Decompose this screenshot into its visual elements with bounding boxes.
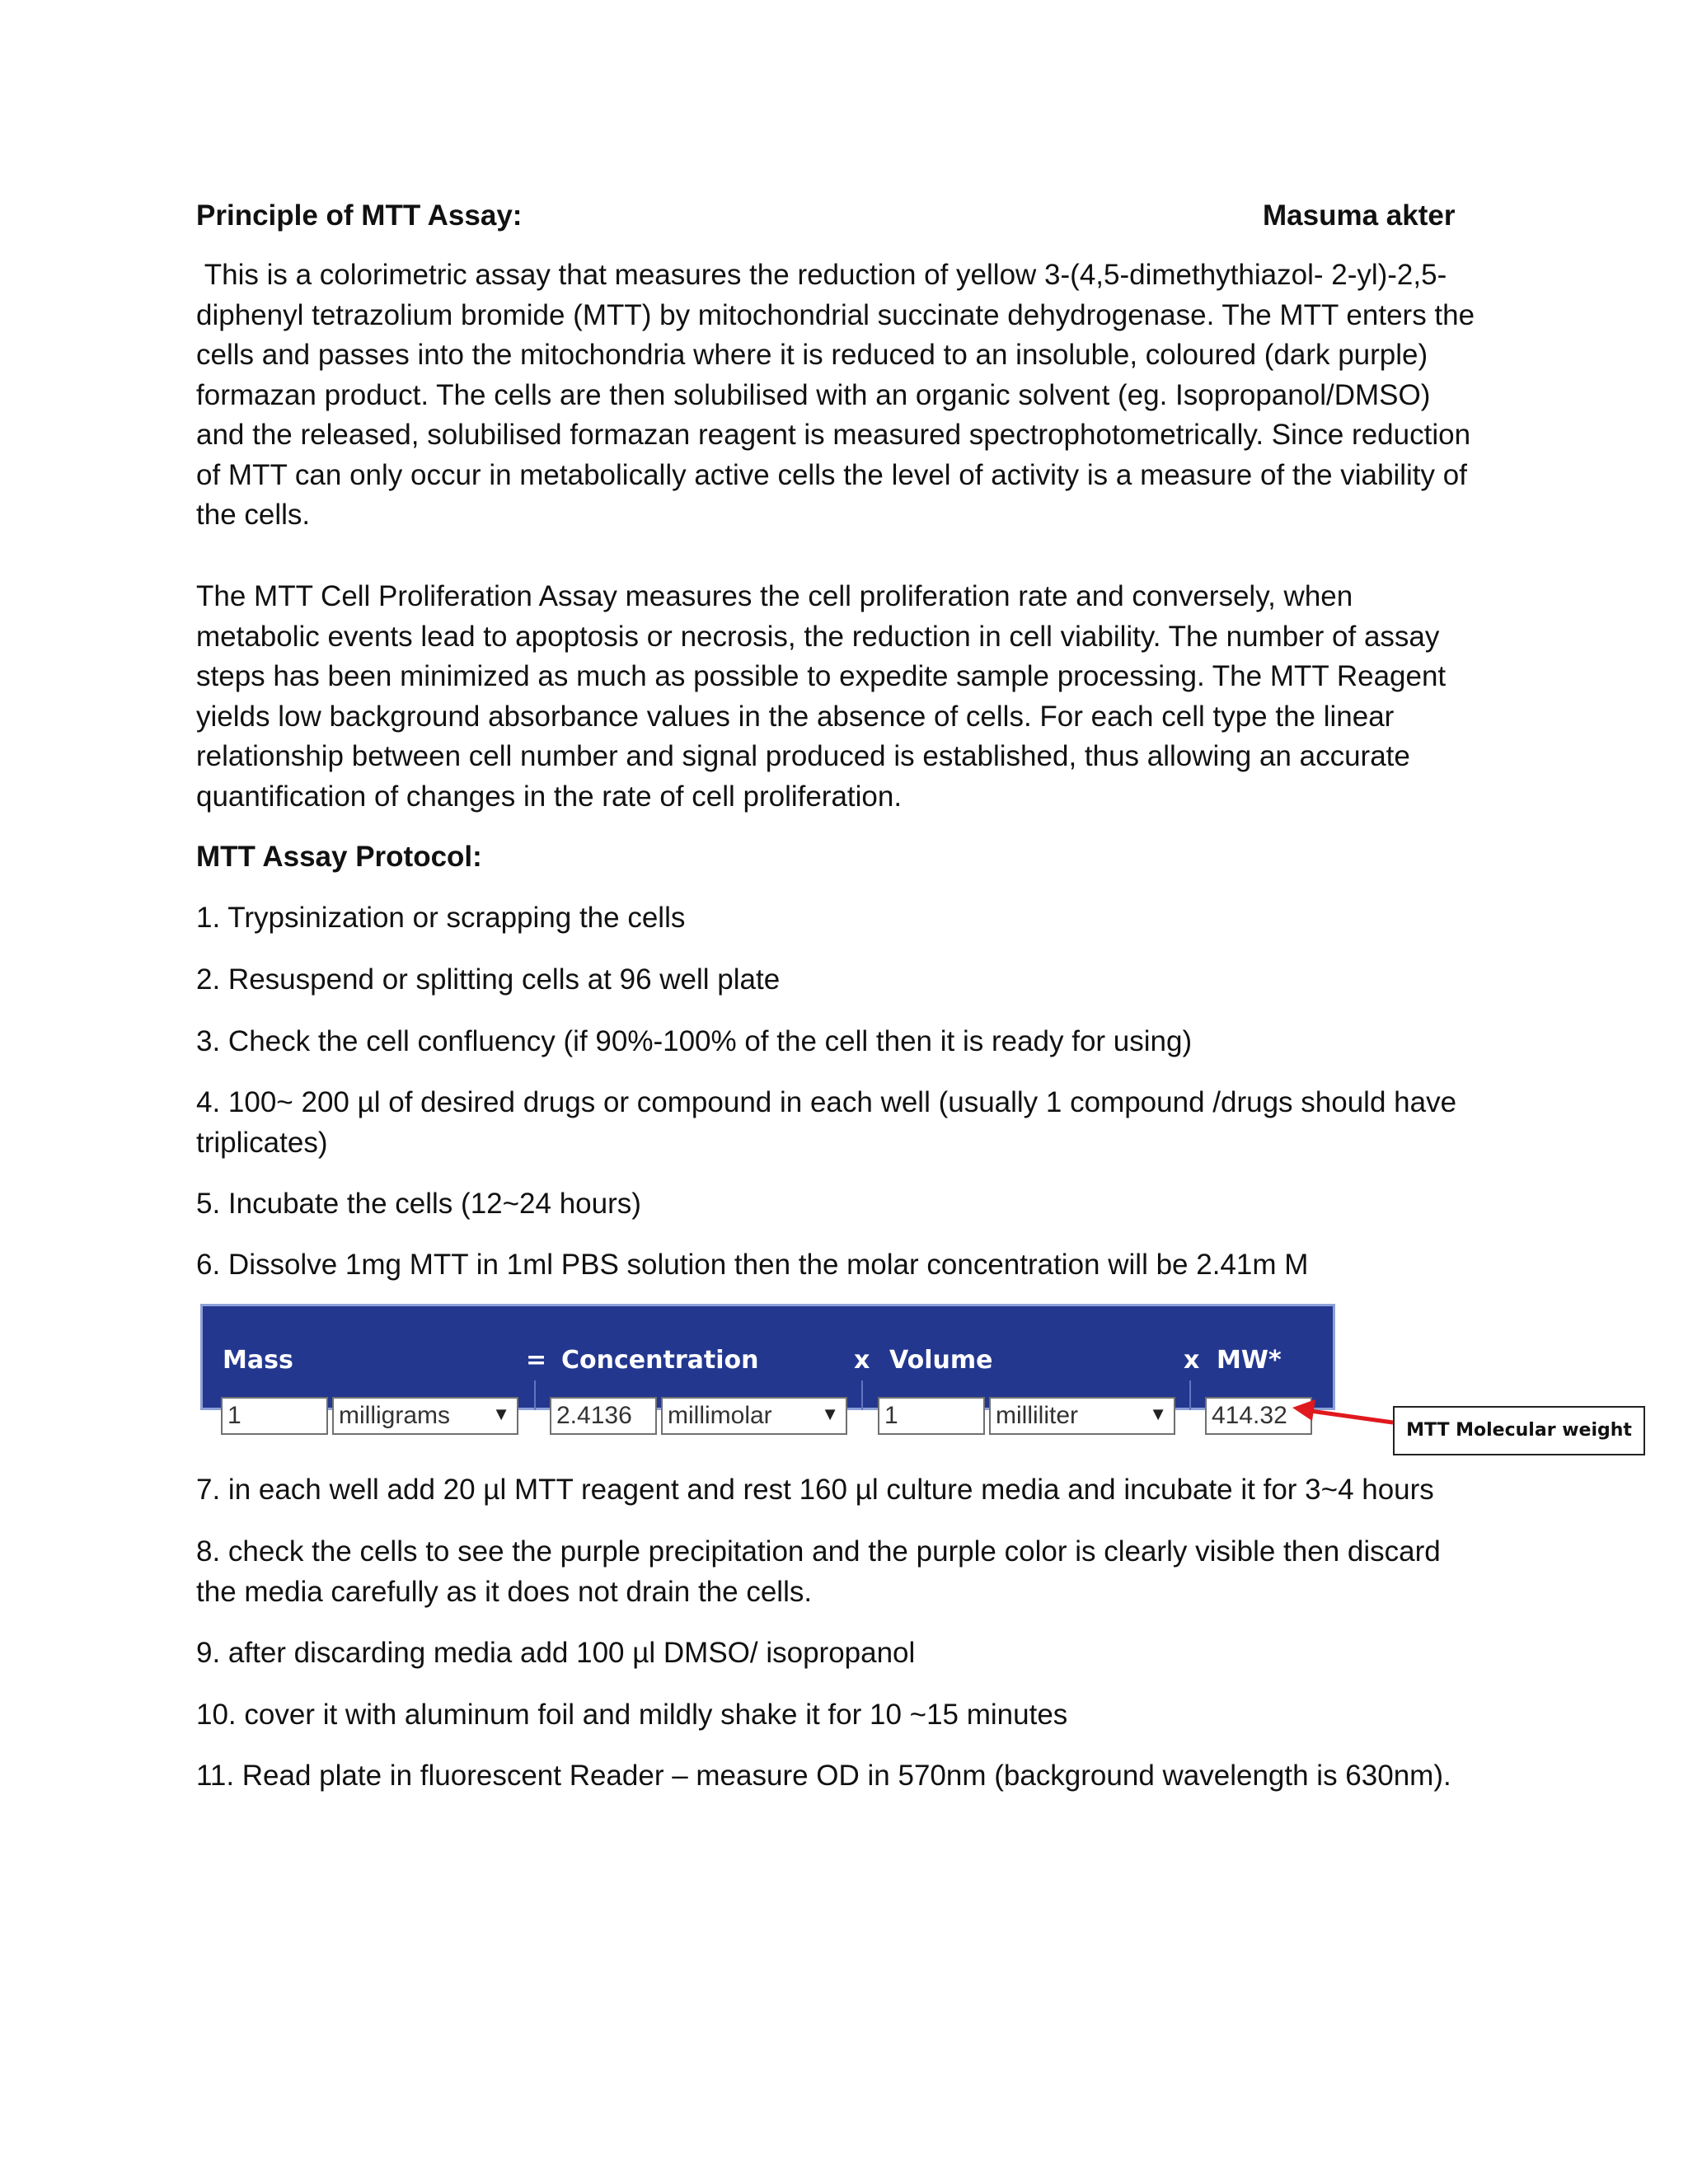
paragraph-principle: This is a colorimetric assay that measures the reduction of yellow 3-(4,5-dimethythiazol- 2-yl)-2,5-diphenyl tetrazolium bromide (MTT) by mitochondrial succinate dehydrogenase. The MTT enters the cells and passes into the mitochondria where it is reduced to an insoluble, coloured (dark purple) formazan product. The cells are then solubilised with an organic solvent (eg. Isopropanol/DMSO) and the released, solubilised formazan reagent is measured spectrophotometrically. Since reduction of MTT can only occur in metabolically active cells the level of activity is a measure of the viability of the cells. [196, 259, 1483, 531]
mw-label: MW* [1217, 1346, 1282, 1375]
protocol-step: 2. Resuspend or splitting cells at 96 well plate [196, 963, 781, 996]
author-name: Masuma akter [1263, 199, 1456, 232]
protocol-step: 8. check the cells to see the purple precipitation and the purple color is clearly visible then discard the media carefully as it does not drain the cells. [196, 1535, 1441, 1608]
annotation-arrow-icon [1286, 1393, 1401, 1442]
multiply-symbol: x [1184, 1346, 1200, 1375]
protocol-step: 3. Check the cell confluency (if 90%-100% of the cell then it is ready for using) [196, 1025, 1193, 1057]
volume-input[interactable]: 1 [878, 1397, 985, 1435]
mass-unit-value: milligrams [339, 1402, 450, 1429]
chevron-down-icon: ▼ [821, 1404, 839, 1424]
mass-unit-select[interactable] [332, 1397, 518, 1435]
protocol-step: 11. Read plate in fluorescent Reader – measure OD in 570nm (background wavelength is 630nm). [196, 1760, 1451, 1792]
column-divider [861, 1380, 863, 1410]
concentration-unit-value: millimolar [668, 1402, 772, 1429]
protocol-step: 5. Incubate the cells (12~24 hours) [196, 1188, 641, 1220]
protocol-heading: MTT Assay Protocol: [196, 841, 482, 873]
chevron-down-icon: ▼ [492, 1404, 510, 1424]
molarity-calculator [200, 1304, 1335, 1410]
column-divider [534, 1380, 536, 1410]
volume-unit-select[interactable] [989, 1397, 1175, 1435]
concentration-label: Concentration [561, 1346, 759, 1375]
column-divider [1189, 1380, 1191, 1410]
concentration-unit-select[interactable] [661, 1397, 847, 1435]
mw-input[interactable]: 414.32 [1205, 1397, 1312, 1435]
mass-label: Mass [223, 1346, 293, 1375]
mass-input[interactable]: 1 [221, 1397, 328, 1435]
protocol-step: 4. 100~ 200 µl of desired drugs or compound in each well (usually 1 compound /drugs should have triplicates) [196, 1086, 1457, 1159]
page-title: Principle of MTT Assay: [196, 199, 523, 232]
annotation-label: MTT Molecular weight [1393, 1406, 1645, 1455]
volume-label: Volume [889, 1346, 993, 1375]
protocol-step: 10. cover it with aluminum foil and mildly shake it for 10 ~15 minutes [196, 1699, 1068, 1731]
equals-symbol: = [526, 1346, 547, 1375]
chevron-down-icon: ▼ [1149, 1404, 1167, 1424]
protocol-step: 7. in each well add 20 µl MTT reagent and rest 160 µl culture media and incubate it for 3~4 hours [196, 1474, 1434, 1506]
volume-unit-value: milliliter [996, 1402, 1078, 1429]
protocol-step: 1. Trypsinization or scrapping the cells [196, 902, 686, 934]
protocol-step: 9. after discarding media add 100 µl DMSO/ isopropanol [196, 1637, 916, 1669]
paragraph-proliferation: The MTT Cell Proliferation Assay measures the cell proliferation rate and conversely, when metabolic events lead to apoptosis or necrosis, the reduction in cell viability. The number of assay steps has been minimized as much as possible to expedite sample processing. The MTT Reagent yields low background absorbance values in the absence of cells. For each cell type the linear relationship between cell number and signal produced is established, thus allowing an accurate quantification of changes in the rate of cell proliferation. [196, 580, 1447, 813]
protocol-step: 6. Dissolve 1mg MTT in 1ml PBS solution then the molar concentration will be 2.41m M [196, 1249, 1309, 1281]
multiply-symbol: x [854, 1346, 870, 1375]
concentration-input[interactable]: 2.4136 [550, 1397, 657, 1435]
